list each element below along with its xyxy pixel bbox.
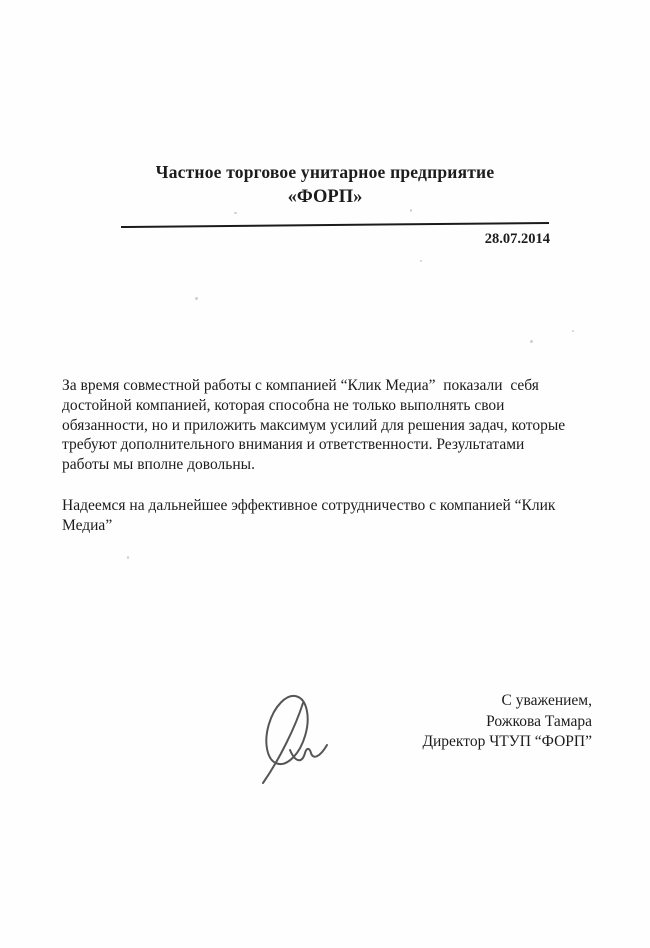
scan-speckle: [234, 212, 237, 214]
body-paragraph-2: [62, 496, 582, 536]
paragraph-line: За время совместной работы с компанией “Клик Медиа” показали себя: [62, 377, 539, 394]
paragraph-line: обязанности, но и приложить максимум усилий для решения задач, которые: [62, 416, 566, 434]
paragraph-line: требуют дополнительного внимания и ответственности. Результатами: [62, 436, 525, 454]
organization-short-name: «ФОРП»: [287, 187, 363, 207]
signature-closing: С уважением,: [501, 692, 592, 709]
scan-speckle: [420, 260, 422, 262]
paragraph-line: Медиа”: [62, 516, 113, 534]
scan-speckle: [195, 297, 198, 300]
header-divider: [121, 222, 549, 228]
paragraph-line: Надеемся на дальнейшее эффективное сотрудничество с компанией “Клик: [62, 497, 556, 514]
paragraph-line: достойной компанией, которая способна не только выполнять свои: [62, 396, 505, 414]
paragraph-line: работы мы вполне довольны.: [62, 456, 255, 474]
scan-speckle: [410, 209, 412, 212]
signature-name: Рожкова Тамара: [486, 712, 592, 730]
document-date: 28.07.2014: [484, 231, 550, 247]
scan-speckle: [530, 340, 533, 343]
scan-speckle: [127, 556, 129, 559]
body-paragraph-1: [62, 376, 582, 475]
signature-title: Директор ЧТУП “ФОРП”: [422, 733, 592, 750]
signature-block: [422, 691, 592, 753]
scan-speckle: [572, 330, 574, 332]
letterhead: [0, 160, 650, 210]
handwritten-signature: [243, 690, 358, 790]
organization-name: Частное торговое унитарное предприятие: [155, 162, 495, 182]
